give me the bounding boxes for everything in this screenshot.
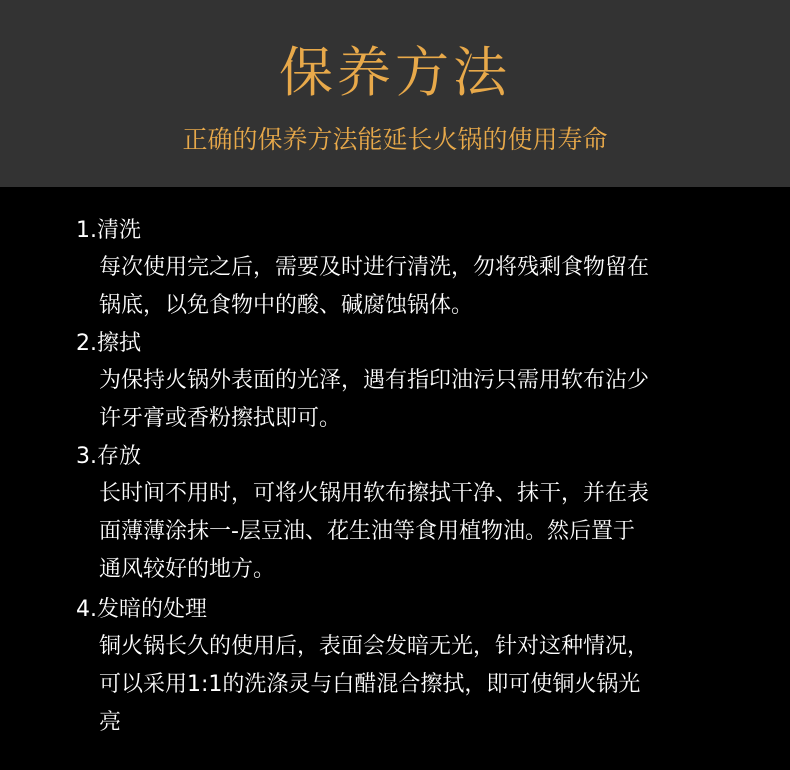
- page-title: 保养方法: [279, 41, 511, 104]
- header-banner: [0, 0, 790, 187]
- text-line: 每次使用完之后，需要及时进行清洗，勿将残剩食物留在: [99, 255, 650, 280]
- text-line: 通风较好的地方。: [99, 557, 276, 582]
- section-body-cleaning: [99, 249, 739, 325]
- section-heading-darkening: 4.发暗的处理: [76, 597, 207, 622]
- text-line: 许牙膏或香粉擦拭即可。: [99, 406, 342, 431]
- text-line: 锅底，以免食物中的酸、碱腐蚀锅体。: [99, 293, 474, 318]
- text-line: 长时间不用时，可将火锅用软布擦拭干净、抹干，并在表: [99, 481, 650, 506]
- text-line: 面薄薄涂抹一-层豆油、花生油等食用植物油。然后置于: [99, 519, 635, 544]
- section-heading-storage: 3.存放: [76, 444, 141, 469]
- maintenance-content: [0, 187, 790, 770]
- section-body-wiping: [99, 362, 739, 438]
- section-body-storage: [99, 475, 739, 589]
- section-body-darkening: [99, 628, 739, 742]
- text-line: 铜火锅长久的使用后，表面会发暗无光，针对这种情况，: [99, 634, 650, 659]
- page-subtitle: 正确的保养方法能延长火锅的使用寿命: [182, 125, 608, 154]
- text-line: 为保持火锅外表面的光泽，遇有指印油污只需用软布沾少: [99, 368, 650, 393]
- section-heading-cleaning: 1.清洗: [76, 218, 141, 243]
- text-line: 亮: [99, 710, 122, 735]
- section-heading-wiping: 2.擦拭: [76, 331, 141, 356]
- text-line: 可以采用1:1的洗涤灵与白醋混合擦拭，即可使铜火锅光: [99, 672, 641, 697]
